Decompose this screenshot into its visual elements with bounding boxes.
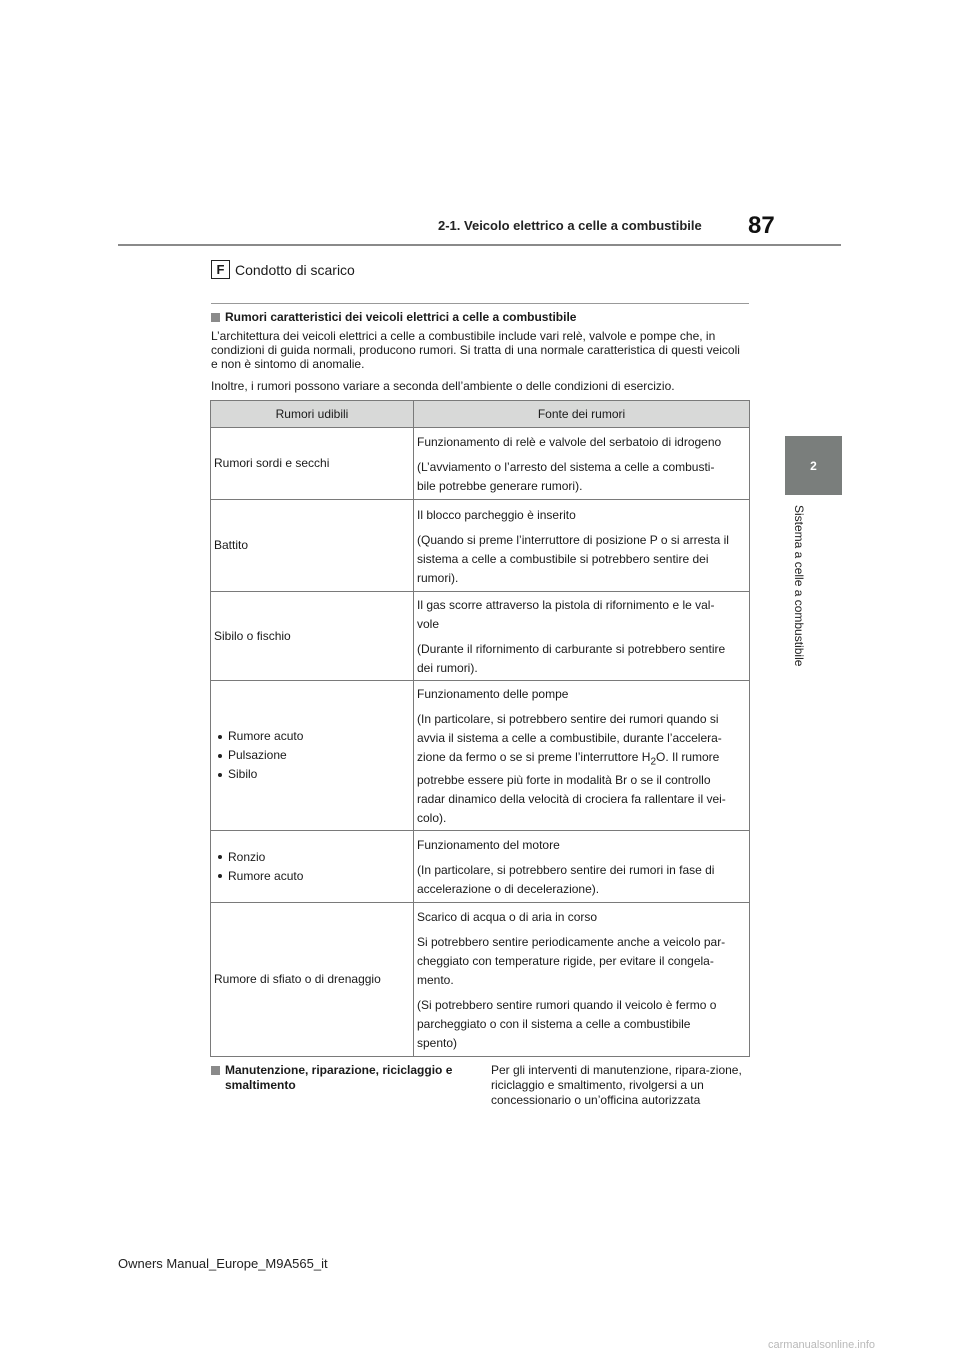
table-header-row bbox=[211, 401, 750, 428]
intro-paragraph: L’architettura dei veicoli elettrici a celle a combustibile include vari relè, valvole e pompe che, in condizioni di guida normali, producono rumori. Si tratta di una normale caratteristica di questi veicoli e non è sintomo di anomalie. bbox=[211, 329, 740, 371]
source-cell: Funzionamento di relè e valvole del serbatoio di idrogeno (L’avviamento o l’arresto del sistema a celle a combusti- bile potrebbe generare rumori). bbox=[414, 428, 750, 500]
maintenance-heading-text: Manutenzione, riparazione, riciclaggio e smaltimento bbox=[225, 1063, 453, 1092]
bullet-icon bbox=[218, 754, 222, 758]
header-divider bbox=[118, 244, 841, 246]
noise-cell: Rumori sordi e secchi bbox=[211, 428, 414, 500]
table-row bbox=[211, 500, 750, 592]
column-header-source: Fonte dei rumori bbox=[414, 401, 750, 428]
watermark[interactable]: carmanualsonline.info bbox=[768, 1339, 876, 1351]
table-row bbox=[211, 903, 750, 1057]
noise-table bbox=[210, 400, 750, 1057]
source-cell: Il blocco parcheggio è inserito (Quando si preme l’interruttore di posizione P o si arresta il sistema a celle a combustibile si potrebbero sentire dei rumori). bbox=[414, 500, 750, 592]
source-cell: Funzionamento del motore (In particolare, si potrebbero sentire dei rumori in fase di accelerazione o di decelerazione). bbox=[414, 831, 750, 903]
noise-cell: Battito bbox=[211, 500, 414, 592]
source-cell: Scarico di acqua o di aria in corso Si potrebbero sentire periodicamente anche a veicolo par- cheggiato con temperature rigide, per evitare il congela- mento. (Si potrebbero sentire rumori quando il veicolo è fermo o parcheggiato o con il sistema a celle a combustibile spento) bbox=[414, 903, 750, 1057]
noise-cell: Sibilo o fischio bbox=[211, 592, 414, 681]
noise-cell bbox=[211, 831, 414, 903]
source-cell: Il gas scorre attraverso la pistola di rifornimento e le val- vole (Durante il rifornimento di carburante si potrebbero sentire dei rumori). bbox=[414, 592, 750, 681]
table-row bbox=[211, 681, 750, 831]
section-heading-text: Rumori caratteristici dei veicoli elettrici a celle a combustibile bbox=[225, 310, 577, 324]
maintenance-heading bbox=[211, 1063, 476, 1093]
table-row bbox=[211, 428, 750, 500]
square-bullet-icon bbox=[211, 313, 220, 322]
bullet-icon bbox=[218, 855, 222, 859]
bullet-icon bbox=[218, 735, 222, 739]
chapter-title: Sistema a celle a combustibile bbox=[792, 505, 806, 667]
footer-manual-id: Owners Manual_Europe_M9A565_it bbox=[118, 1256, 328, 1271]
source-cell: Funzionamento delle pompe (In particolare, si potrebbero sentire dei rumori quando si avvia il sistema a celle a combustibile, durante l’accelera- zione da fermo o se si preme l’interruttore $H_2O$. Il rumore potrebbe essere più forte in modalità Br o se il controllo radar dinamico della velocità di crociera fa rallentare il vei- colo). bbox=[414, 681, 750, 831]
section-title: 2-1. Veicolo elettrico a celle a combustibile bbox=[438, 218, 702, 233]
column-header-noise: Rumori udibili bbox=[211, 401, 414, 428]
section-heading bbox=[211, 310, 576, 324]
bullet-icon bbox=[218, 773, 222, 777]
square-bullet-icon bbox=[211, 1066, 220, 1075]
list-item: Rumore acuto bbox=[214, 867, 410, 886]
variation-paragraph: Inoltre, i rumori possono variare a seconda dell’ambiente o delle condizioni di esercizio. bbox=[211, 379, 675, 393]
maintenance-text: Per gli interventi di manutenzione, ripara-zione, riciclaggio e smaltimento, rivolgersi a un concessionario o un’officina autorizzata bbox=[491, 1063, 742, 1107]
noise-cell bbox=[211, 681, 414, 831]
callout-letter-box: F bbox=[211, 260, 230, 279]
list-item: Ronzio bbox=[214, 848, 410, 867]
chapter-tab[interactable]: 2 bbox=[785, 436, 842, 495]
noise-cell: Rumore di sfiato o di drenaggio bbox=[211, 903, 414, 1057]
table-row bbox=[211, 592, 750, 681]
page-number: 87 bbox=[748, 212, 775, 239]
table-row bbox=[211, 831, 750, 903]
section-divider bbox=[211, 303, 749, 304]
list-item: Rumore acuto bbox=[214, 727, 410, 746]
callout-row bbox=[211, 260, 355, 279]
list-item: Sibilo bbox=[214, 765, 410, 784]
bullet-icon bbox=[218, 874, 222, 878]
callout-label: Condotto di scarico bbox=[235, 261, 355, 278]
list-item: Pulsazione bbox=[214, 746, 410, 765]
